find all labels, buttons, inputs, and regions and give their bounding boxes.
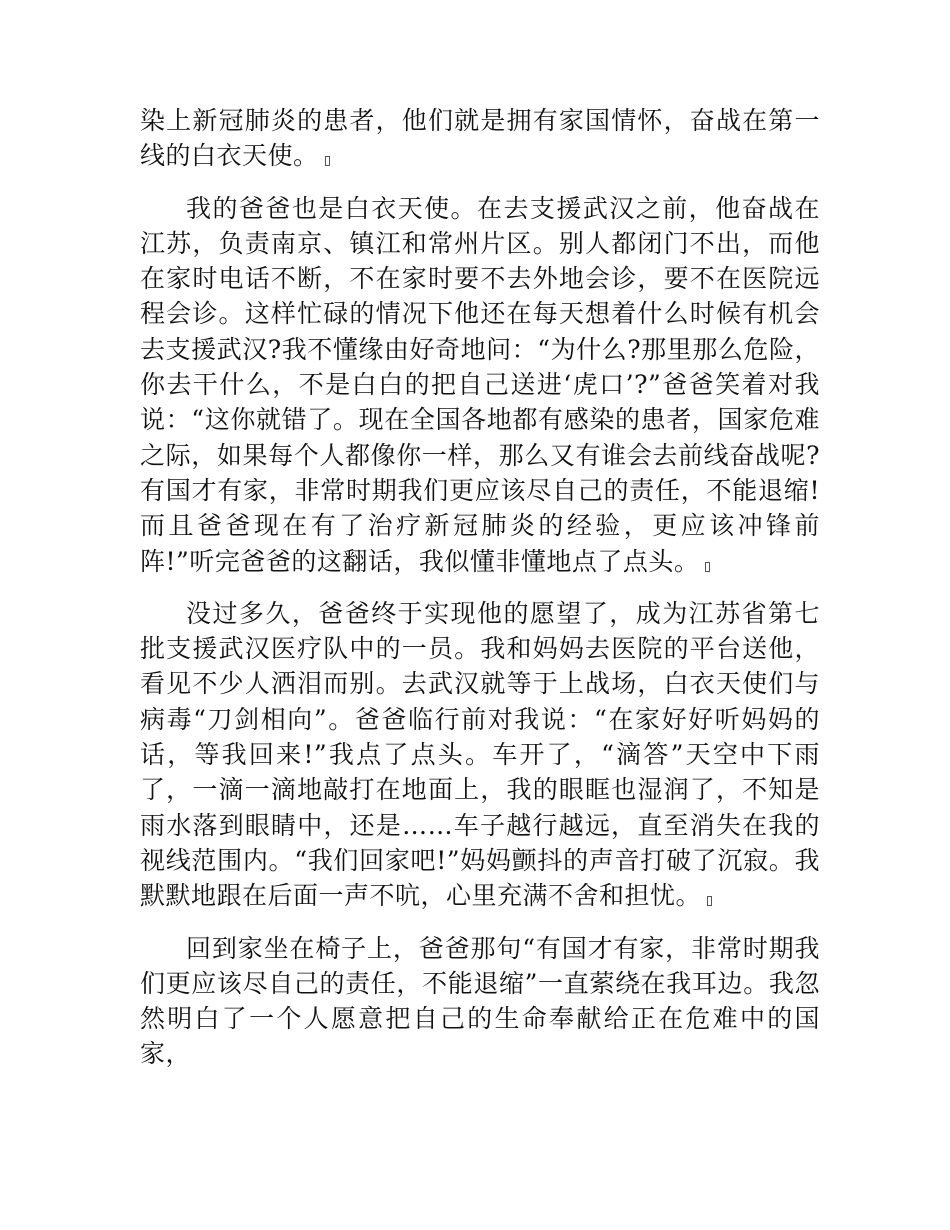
paragraph-3	[140, 596, 820, 914]
document-body	[140, 103, 820, 1089]
paragraph-2-text: 我的爸爸也是白衣天使。在去支援武汉之前，他奋战在江苏，负责南京、镇江和常州片区。别人都闭门不出，而他在家时电话不断，不在家时要不去外地会诊，要不在医院远程会诊。这样忙碌的情况下他还在每天想着什么时候有机会去支援武汉?我不懂缘由好奇地问：“为什么?那里那么危险，你去干什么，不是白白的把自己送进‘虎口’?”爸爸笑着对我说：“这你就错了。现在全国各地都有感染的患者，国家危难之际，如果每个人都像你一样，那么又有谁会去前线奋战呢?有国才有家，非常时期我们更应该尽自己的责任，不能退缩!而且爸爸现在有了治疗新冠肺炎的经验，更应该冲锋前阵!”听完爸爸的这翻话，我似懂非懂地点了点头。	[140, 193, 820, 576]
paragraph-mark-icon	[325, 156, 330, 166]
paragraph-1	[140, 103, 820, 174]
paragraph-1-text: 染上新冠肺炎的患者，他们就是拥有家国情怀，奋战在第一线的白衣天使。	[140, 106, 820, 171]
paragraph-mark-icon	[705, 562, 710, 572]
paragraph-2	[140, 191, 820, 579]
paragraph-4-text: 回到家坐在椅子上，爸爸那句“有国才有家，非常时期我们更应该尽自己的责任，不能退缩”一直萦绕在我耳边。我忽然明白了一个人愿意把自己的生命奉献给正在危难中的国家，	[140, 933, 820, 1069]
paragraph-mark-icon	[707, 896, 712, 906]
paragraph-4	[140, 931, 820, 1072]
paragraph-3-text: 没过多久，爸爸终于实现他的愿望了，成为江苏省第七批支援武汉医疗队中的一员。我和妈妈去医院的平台送他，看见不少人洒泪而别。去武汉就等于上战场，白衣天使们与病毒“刀剑相向”。爸爸临行前对我说：“在家好好听妈妈的话，等我回来!”我点了点头。车开了，“滴答”天空中下雨了，一滴一滴地敲打在地面上，我的眼眶也湿润了，不知是雨水落到眼睛中，还是……车子越行越远，直至消失在我的视线范围内。“我们回家吧!”妈妈颤抖的声音打破了沉寂。我默默地跟在后面一声不吭，心里充满不舍和担忧。	[140, 598, 820, 911]
